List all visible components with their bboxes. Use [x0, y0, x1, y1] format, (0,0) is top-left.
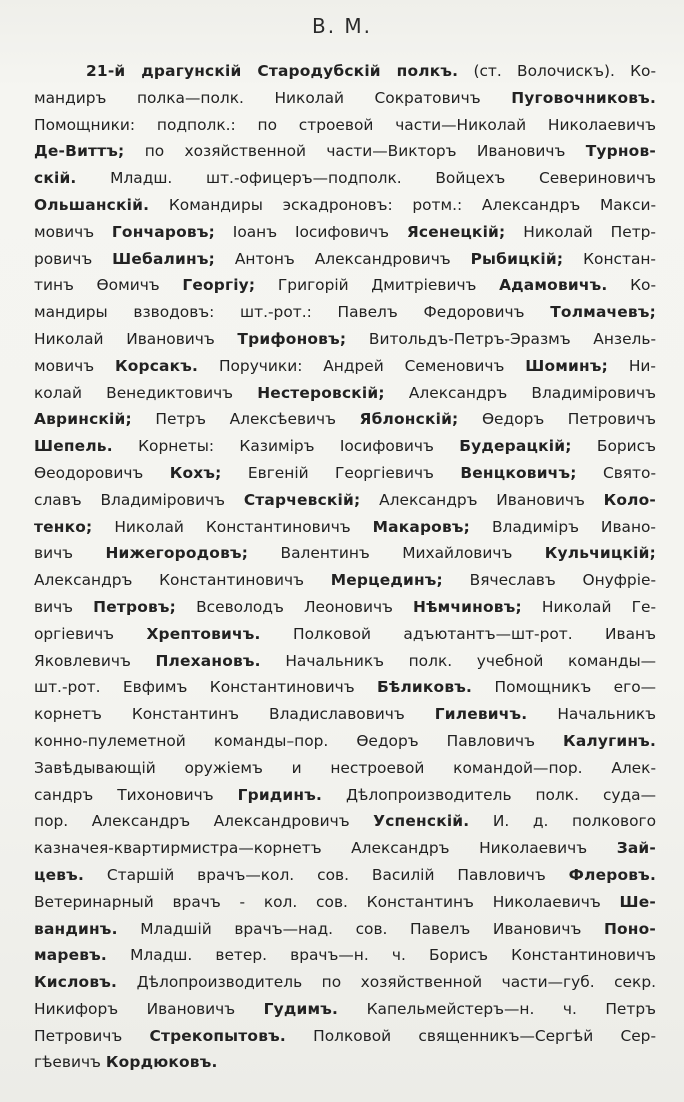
bold-name: Мерцединъ;	[330, 571, 443, 590]
text-segment: Поручики: Андрей Семеновичъ	[198, 356, 526, 375]
bold-name: Нестеровскій;	[257, 383, 385, 402]
text-segment: конно-пулеметной команды–пор. Ѳедоръ Павловичъ	[34, 731, 564, 750]
bold-name: Зай-	[616, 839, 656, 858]
bold-name: цевъ.	[34, 865, 84, 884]
text-line	[34, 299, 656, 326]
text-line	[34, 138, 656, 165]
bold-name: Стрекопытовъ.	[149, 1026, 286, 1045]
text-line	[34, 1023, 656, 1050]
text-segment: Командиры эскадроновъ: ротм.: Александръ Макси-	[149, 195, 656, 214]
text-segment: мандиръ полка—полк. Николай Сократовичъ	[34, 88, 512, 107]
text-segment: сандръ Тихоновичъ	[34, 785, 238, 804]
text-segment: Ветеринарный врачъ - кол. сов. Константинъ Николаевичъ	[34, 892, 620, 911]
bold-name: Хрептовичъ.	[146, 624, 261, 643]
text-segment: тинъ Ѳомичъ	[34, 276, 183, 295]
text-line	[34, 192, 656, 219]
bold-name: Корсакъ.	[114, 356, 199, 375]
text-line	[34, 755, 656, 782]
text-line	[34, 889, 656, 916]
bold-name: Авринскій;	[34, 410, 132, 429]
text-line	[34, 272, 656, 299]
text-segment: Свято-	[576, 463, 656, 482]
text-segment: Петровичъ	[34, 1026, 150, 1045]
bold-name: Георгіу;	[182, 276, 256, 295]
bold-name: тенко;	[34, 517, 93, 536]
text-segment: пор. Александръ Александровичъ	[34, 812, 374, 831]
text-segment: ровичъ	[34, 249, 113, 268]
text-segment: Борисъ	[571, 437, 656, 456]
text-line	[34, 808, 656, 835]
text-segment: корнетъ Константинъ Владиславовичъ	[34, 705, 435, 724]
bold-name: Флеровъ.	[568, 865, 656, 884]
text-segment: Завѣдывающій оружіемъ и нестроевой командой—пор. Алек-	[34, 758, 656, 777]
bold-name: Кохъ;	[169, 463, 222, 482]
bold-name: Венцковичъ;	[460, 463, 577, 482]
bold-name: Пуговочниковъ.	[511, 88, 656, 107]
text-line	[34, 996, 656, 1023]
text-segment: Дѣлопроизводитель полк. суда—	[322, 785, 656, 804]
text-line	[34, 594, 656, 621]
text-segment: (ст. Волочискъ). Ко-	[458, 62, 657, 80]
text-segment: Антонъ Александровичъ	[214, 249, 471, 268]
bold-name: Макаровъ;	[372, 517, 471, 536]
bold-name: Нижегородовъ;	[105, 544, 249, 563]
text-line	[34, 219, 656, 246]
bold-name: Трифоновъ;	[237, 329, 347, 348]
text-segment: Владиміръ Ивано-	[470, 517, 656, 536]
text-segment: Николай Константиновичъ	[92, 517, 373, 536]
text-segment: И. д. полкового	[469, 812, 656, 831]
bold-name: Адамовичъ.	[499, 276, 608, 295]
text-segment: оргіевичъ	[34, 624, 147, 643]
text-segment: Ѳеодоровичъ	[34, 463, 170, 482]
bold-name: маревъ.	[34, 946, 107, 965]
text-line	[34, 862, 656, 889]
text-segment: по хозяйственной части—Викторъ Ивановичъ	[124, 142, 586, 161]
text-segment: Полковой священникъ—Сергѣй Сер-	[285, 1026, 656, 1045]
text-line	[34, 1049, 656, 1076]
text-line	[34, 58, 656, 85]
text-segment: Николай Петр-	[505, 222, 656, 241]
text-line	[34, 246, 656, 273]
bold-name: Шоминъ;	[525, 356, 608, 375]
text-segment: Николай Ивановичъ	[34, 329, 238, 348]
text-line	[34, 916, 656, 943]
text-segment: Помощникъ его—	[472, 678, 657, 697]
bold-name: Рыбицкій;	[470, 249, 564, 268]
text-segment: шт.-рот. Евфимъ Константиновичъ	[34, 678, 377, 697]
text-segment: Валентинъ Михайловичъ	[248, 544, 545, 563]
bold-name: Ше-	[619, 892, 656, 911]
text-segment: Корнеты: Казиміръ Іосифовичъ	[112, 437, 460, 456]
bold-name: Плехановъ.	[155, 651, 261, 670]
text-line	[34, 674, 656, 701]
text-line	[34, 487, 656, 514]
text-segment: Евгеній Георгіевичъ	[221, 463, 461, 482]
text-segment: Іоанъ Іосифовичъ	[214, 222, 407, 241]
text-line	[34, 165, 656, 192]
bold-name: Гридинъ.	[237, 785, 323, 804]
bold-name: Шебалинъ;	[112, 249, 215, 268]
text-segment: Григорій Дмитріевичъ	[255, 276, 500, 295]
bold-name: Кордюковъ.	[105, 1053, 218, 1072]
text-line	[34, 326, 656, 353]
bold-name: Гончаровъ;	[111, 222, 215, 241]
bold-name: Старчевскій;	[243, 490, 361, 509]
text-segment: Младш. ветер. врачъ—н. ч. Борисъ Константиновичъ	[106, 946, 656, 965]
bold-name: скій.	[34, 169, 77, 188]
text-line	[34, 380, 656, 407]
text-line	[34, 353, 656, 380]
bold-name: Успенскій.	[373, 812, 470, 831]
text-line	[34, 514, 656, 541]
text-segment: мовичъ	[34, 356, 115, 375]
text-line	[34, 648, 656, 675]
text-segment: Александръ Владиміровичъ	[384, 383, 656, 402]
bold-name: Гилевичъ.	[434, 705, 528, 724]
text-line	[34, 540, 656, 567]
text-line	[34, 85, 656, 112]
text-segment: казначея-квартирмистра—корнетъ Александръ Николаевичъ	[34, 839, 617, 858]
text-segment: Петръ Алексѣевичъ	[131, 410, 360, 429]
text-segment: Младшій врачъ—над. сов. Павелъ Ивановичъ	[117, 919, 604, 938]
text-segment: Дѣлопроизводитель по хозяйственной части—губ. секр.	[117, 973, 656, 992]
text-segment: вичъ	[34, 597, 94, 616]
text-line	[34, 942, 656, 969]
text-line	[34, 701, 656, 728]
bold-name: Будерацкій;	[459, 437, 572, 456]
text-line	[34, 621, 656, 648]
regiment-entry	[34, 58, 656, 1076]
text-segment: Ни-	[607, 356, 656, 375]
text-segment: Вячеславъ Онуфріе-	[442, 571, 656, 590]
text-line	[34, 728, 656, 755]
text-segment: Витольдъ-Петръ-Эразмъ Анзель-	[346, 329, 656, 348]
text-segment: Ѳедоръ Петровичъ	[458, 410, 656, 429]
bold-name: 21-й драгунскій Стародубскій полкъ.	[86, 62, 459, 80]
text-segment: мовичъ	[34, 222, 112, 241]
text-line	[34, 969, 656, 996]
bold-name: Бѣликовъ.	[377, 678, 473, 697]
bold-name: Нѣмчиновъ;	[413, 597, 522, 616]
text-line	[34, 406, 656, 433]
bold-name: вандинъ.	[34, 919, 118, 938]
text-segment: Помощники: подполк.: по строевой части—Николай Николаевичъ	[34, 115, 656, 134]
text-segment: Александръ Константиновичъ	[34, 571, 331, 590]
text-segment: Младш. шт.-офицеръ—подполк. Войцехъ Севериновичъ	[76, 169, 656, 188]
text-segment: Ко-	[607, 276, 656, 295]
bold-name: Шепель.	[34, 437, 113, 456]
bold-name: Толмачевъ;	[550, 303, 656, 322]
bold-name: Гудимъ.	[263, 999, 339, 1018]
text-line	[34, 460, 656, 487]
bold-name: Калугинъ.	[563, 731, 656, 750]
text-segment: колай Венедиктовичъ	[34, 383, 258, 402]
bold-name: Ясенецкій;	[406, 222, 506, 241]
bold-name: Турнов-	[585, 142, 656, 161]
bold-name: Де-Виттъ;	[34, 142, 125, 161]
text-segment: Полковой адъютантъ—шт-рот. Иванъ	[260, 624, 656, 643]
text-segment: Николай Ге-	[521, 597, 656, 616]
page-header: В. М.	[311, 14, 373, 38]
text-line	[34, 782, 656, 809]
bold-name: Поно-	[603, 919, 656, 938]
bold-name: Кисловъ.	[34, 973, 118, 992]
text-segment: Начальникъ полк. учебной команды—	[260, 651, 657, 670]
text-segment: славъ Владиміровичъ	[34, 490, 244, 509]
text-segment: Старшій врачъ—кол. сов. Василій Павловичъ	[84, 865, 569, 884]
text-segment: Александръ Ивановичъ	[360, 490, 604, 509]
bold-name: Коло-	[603, 490, 656, 509]
text-line	[34, 835, 656, 862]
text-segment: мандиры взводовъ: шт.-рот.: Павелъ Федоровичъ	[34, 303, 551, 322]
bold-name: Петровъ;	[93, 597, 177, 616]
text-segment: Капельмейстеръ—н. ч. Петръ	[338, 999, 656, 1018]
bold-name: Кульчицкій;	[544, 544, 656, 563]
text-segment: Констан-	[563, 249, 656, 268]
bold-name: Яблонскій;	[359, 410, 459, 429]
text-segment: Никифоръ Ивановичъ	[34, 999, 264, 1018]
text-line	[34, 433, 656, 460]
text-line	[34, 567, 656, 594]
text-line	[34, 112, 656, 139]
text-segment: Яковлевичъ	[34, 651, 156, 670]
text-segment: Начальникъ	[527, 705, 656, 724]
text-segment: Всеволодъ Леоновичъ	[176, 597, 414, 616]
text-segment: вичъ	[34, 544, 106, 563]
text-segment: гѣевичъ	[34, 1053, 106, 1072]
bold-name: Ольшанскій.	[34, 195, 150, 214]
